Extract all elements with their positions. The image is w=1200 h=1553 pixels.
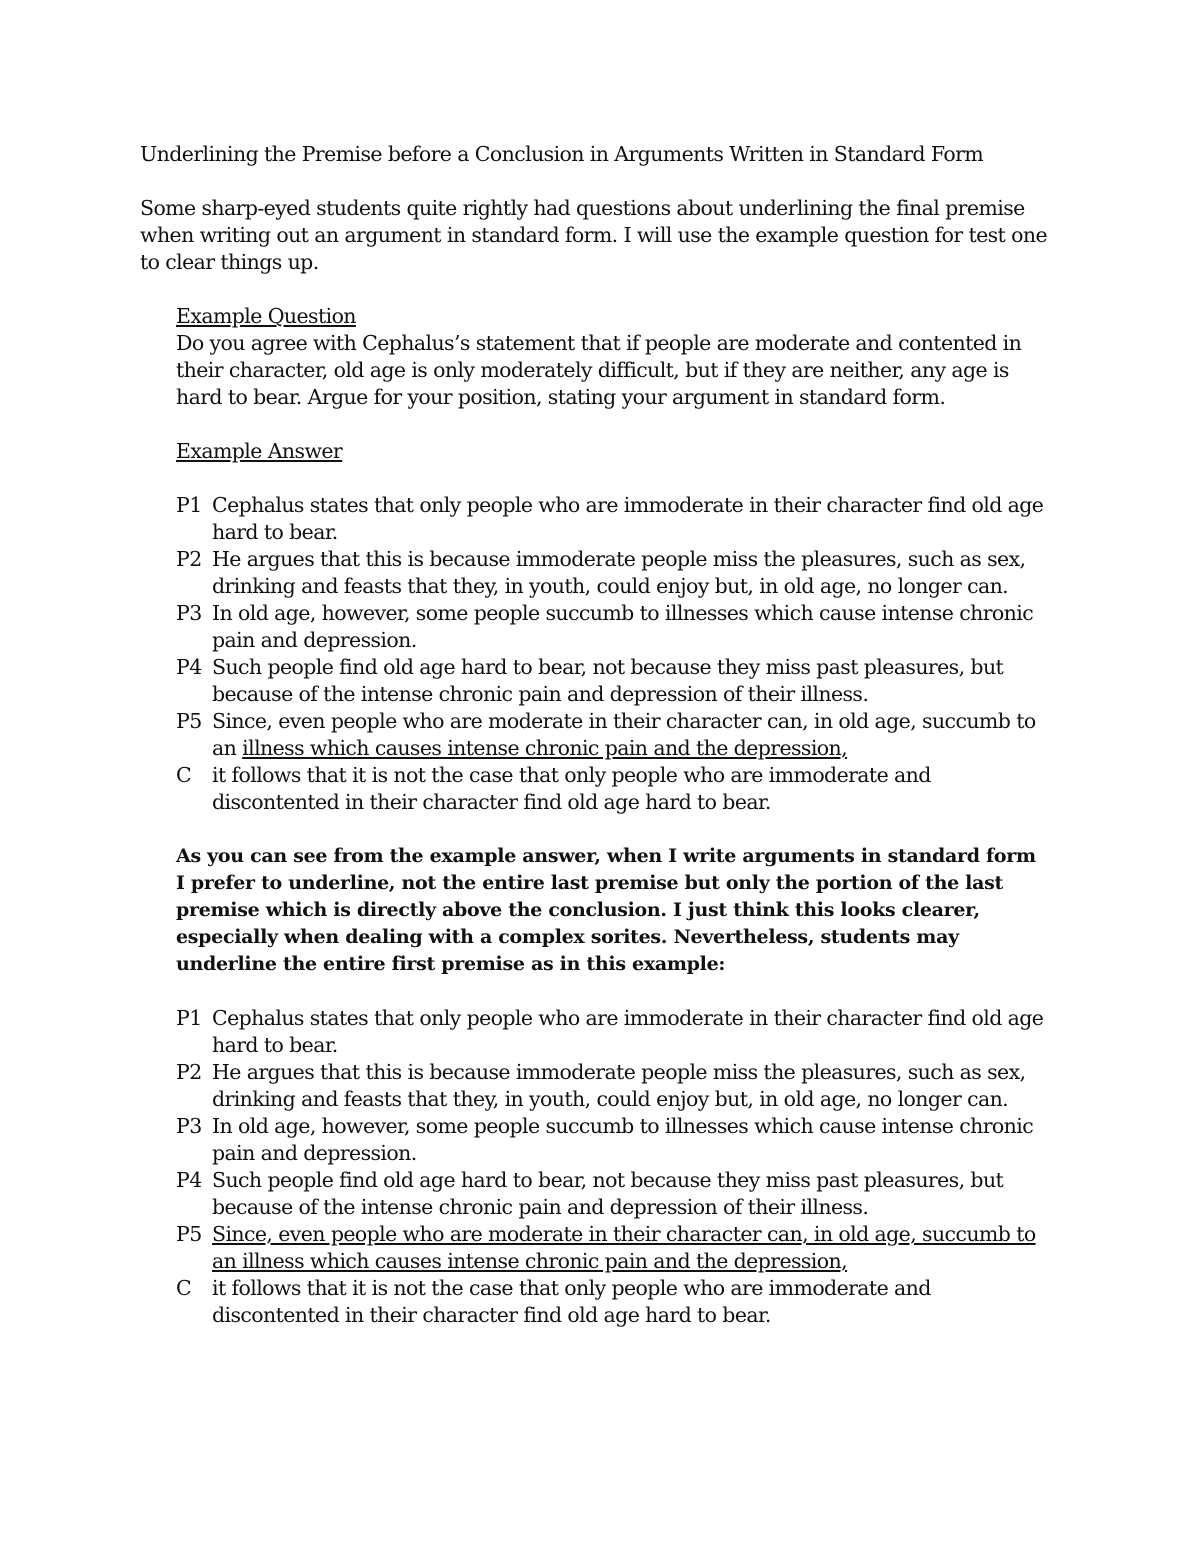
explanation-note: As you can see from the example answer, when I write arguments in standard form I prefer to underline, not the entire last premise but only the portion of the last premise which is directly above the conclusion. I just think this looks clearer, especially when dealing with a complex sorites. Nevertheless, students may underline the entire first premise as in this example: <box>176 845 1036 975</box>
intro-paragraph: Some sharp-eyed students quite rightly had questions about underlining the final premise when writing out an argument in standard form. I will use the example question for test one to clear things up. <box>140 196 1047 274</box>
premise-label: P1 <box>176 1006 202 1030</box>
premise-label: P2 <box>176 1060 202 1084</box>
premise-text-underlined: Since, even people who are moderate in their character can, in old age, succumb to an illness which causes intense chronic pain and the depression, <box>212 1222 1036 1273</box>
premise-row <box>176 1221 1050 1275</box>
premise-row <box>176 654 1050 708</box>
premise-row <box>176 1167 1050 1221</box>
premise-row <box>176 546 1050 600</box>
premise-label: P4 <box>176 1168 202 1192</box>
example-answer-argument <box>176 492 1050 816</box>
premise-plain-part: Since, even people who are moderate in their character can, in old age, succumb to an <box>212 709 1036 760</box>
premise-label: P3 <box>176 1114 202 1138</box>
conclusion-label: C <box>176 1276 192 1300</box>
premise-label: P1 <box>176 493 202 517</box>
premise-text: Cephalus states that only people who are immoderate in their character find old age hard to bear. <box>212 493 1044 544</box>
premise-underlined-part: illness which causes intense chronic pain and the depression, <box>242 736 848 760</box>
conclusion-text: it follows that it is not the case that only people who are immoderate and discontented in their character find old age hard to bear. <box>212 1276 931 1327</box>
premise-text <box>212 708 1050 762</box>
premise-text: Cephalus states that only people who are immoderate in their character find old age hard to bear. <box>212 1006 1044 1057</box>
example-question-heading: Example Question <box>176 304 356 328</box>
premise-text: He argues that this is because immoderate people miss the pleasures, such as sex, drinking and feasts that they, in youth, could enjoy but, in old age, no longer can. <box>212 547 1026 598</box>
example-question-section <box>176 303 1050 411</box>
premise-label: P4 <box>176 655 202 679</box>
conclusion-text: it follows that it is not the case that only people who are immoderate and discontented in their character find old age hard to bear. <box>212 763 931 814</box>
premise-row <box>176 1113 1050 1167</box>
premise-row <box>176 492 1050 546</box>
premise-row <box>176 1059 1050 1113</box>
premise-row <box>176 1005 1050 1059</box>
premise-row <box>176 600 1050 654</box>
premise-text: In old age, however, some people succumb to illnesses which cause intense chronic pain and depression. <box>212 1114 1034 1165</box>
premise-text: Such people find old age hard to bear, not because they miss past pleasures, but because of the intense chronic pain and depression of their illness. <box>212 655 1004 706</box>
premise-text: Such people find old age hard to bear, not because they miss past pleasures, but because of the intense chronic pain and depression of their illness. <box>212 1168 1004 1219</box>
conclusion-label: C <box>176 763 192 787</box>
premise-label: P3 <box>176 601 202 625</box>
example-answer-heading: Example Answer <box>176 439 343 463</box>
conclusion-row <box>176 762 1050 816</box>
example-question-text: Do you agree with Cephalus’s statement that if people are moderate and contented in their character, old age is only moderately difficult, but if they are neither, any age is hard to bear. Argue for your position, stating your argument in standard form. <box>176 331 1022 409</box>
premise-label: P5 <box>176 1222 202 1246</box>
conclusion-row <box>176 1275 1050 1329</box>
premise-row <box>176 708 1050 762</box>
document-title: Underlining the Premise before a Conclusion in Arguments Written in Standard Form <box>140 142 984 166</box>
second-example-argument <box>176 1005 1050 1329</box>
premise-text: He argues that this is because immoderate people miss the pleasures, such as sex, drinking and feasts that they, in youth, could enjoy but, in old age, no longer can. <box>212 1060 1026 1111</box>
premise-label: P5 <box>176 709 202 733</box>
premise-text: In old age, however, some people succumb to illnesses which cause intense chronic pain and depression. <box>212 601 1034 652</box>
premise-label: P2 <box>176 547 202 571</box>
